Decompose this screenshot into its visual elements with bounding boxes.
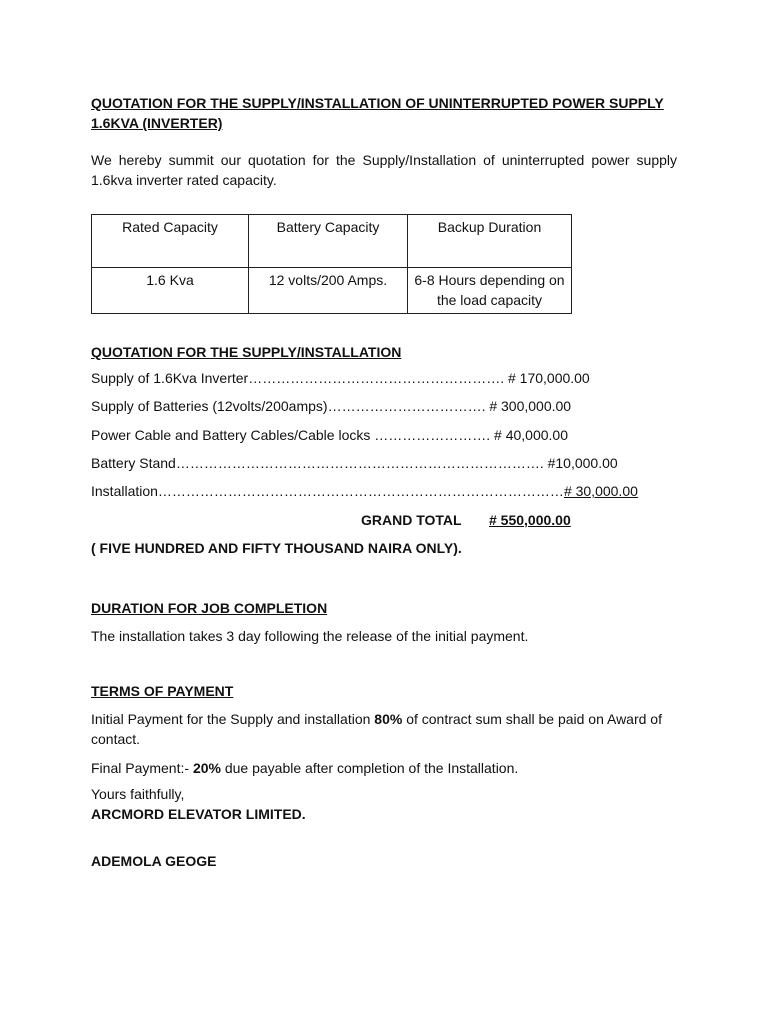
closing-salutation: Yours faithfully, xyxy=(91,785,185,802)
terms-initial-text-end: of contract sum shall be paid on Award of contact. xyxy=(91,711,662,748)
quotation-document xyxy=(91,93,677,871)
grand-total-value: # 550,000.00 xyxy=(489,511,571,528)
duration-heading: DURATION FOR JOB COMPLETION xyxy=(91,600,328,617)
amount-in-words: ( FIVE HUNDRED AND FIFTY THOUSAND NAIRA ONLY). xyxy=(91,539,462,556)
line-item-battery-stand: Battery Stand……………………………………………………………………. #10,000.00 xyxy=(91,454,618,471)
grand-total-label: GRAND TOTAL xyxy=(361,511,462,528)
company-name: ARCMORD ELEVATOR LIMITED. xyxy=(91,806,306,823)
terms-initial-text: Initial Payment for the Supply and installation xyxy=(91,711,375,728)
terms-initial-percent: 80% xyxy=(374,711,403,728)
line-item-inverter: Supply of 1.6Kva Inverter………………………………………………. # 170,000.00 xyxy=(91,370,590,387)
title-line-2: 1.6KVA (INVERTER) xyxy=(91,115,223,132)
table-header-row xyxy=(92,215,572,268)
duration-text: The installation takes 3 day following the release of the initial payment. xyxy=(91,628,529,645)
terms-final-percent: 20% xyxy=(192,759,221,776)
line-item-batteries: Supply of Batteries (12volts/200amps)……………………………. # 300,000.00 xyxy=(91,398,572,415)
capacity-table xyxy=(91,214,572,314)
line-item-cables: Power Cable and Battery Cables/Cable locks ……………………. # 40,000.00 xyxy=(91,426,568,443)
header-rated-capacity: Rated Capacity xyxy=(92,215,249,268)
installation-label: Installation…………………………………………………………………………… xyxy=(91,483,564,500)
title-line-1: QUOTATION FOR THE SUPPLY/INSTALLATION OF UNINTERRUPTED POWER SUPPLY xyxy=(91,95,664,111)
cell-backup-duration: 6-8 Hours depending on the load capacity xyxy=(408,268,572,314)
header-battery-capacity: Battery Capacity xyxy=(249,215,408,268)
header-backup-duration: Backup Duration xyxy=(408,215,572,268)
quotation-heading: QUOTATION FOR THE SUPPLY/INSTALLATION xyxy=(91,343,402,360)
terms-final-text: Final Payment:- xyxy=(91,759,193,776)
signatory-name: ADEMOLA GEOGE xyxy=(91,852,217,869)
terms-heading: TERMS OF PAYMENT xyxy=(91,682,234,699)
terms-initial-payment xyxy=(91,709,677,750)
line-item-installation xyxy=(91,481,677,501)
terms-final-text-end: due payable after completion of the Installation. xyxy=(220,759,519,776)
cell-battery-capacity: 12 volts/200 Amps. xyxy=(249,268,408,314)
grand-total-row xyxy=(91,510,677,530)
installation-amount: # 30,000.00 xyxy=(563,483,638,500)
terms-final-payment xyxy=(91,758,677,778)
cell-rated-capacity: 1.6 Kva xyxy=(92,268,249,314)
intro-paragraph: We hereby summit our quotation for the Supply/Installation of uninterrupted power supply 1.6kva inverter rated capacity. xyxy=(91,151,677,188)
document-title xyxy=(91,93,677,134)
table-row xyxy=(92,268,572,314)
